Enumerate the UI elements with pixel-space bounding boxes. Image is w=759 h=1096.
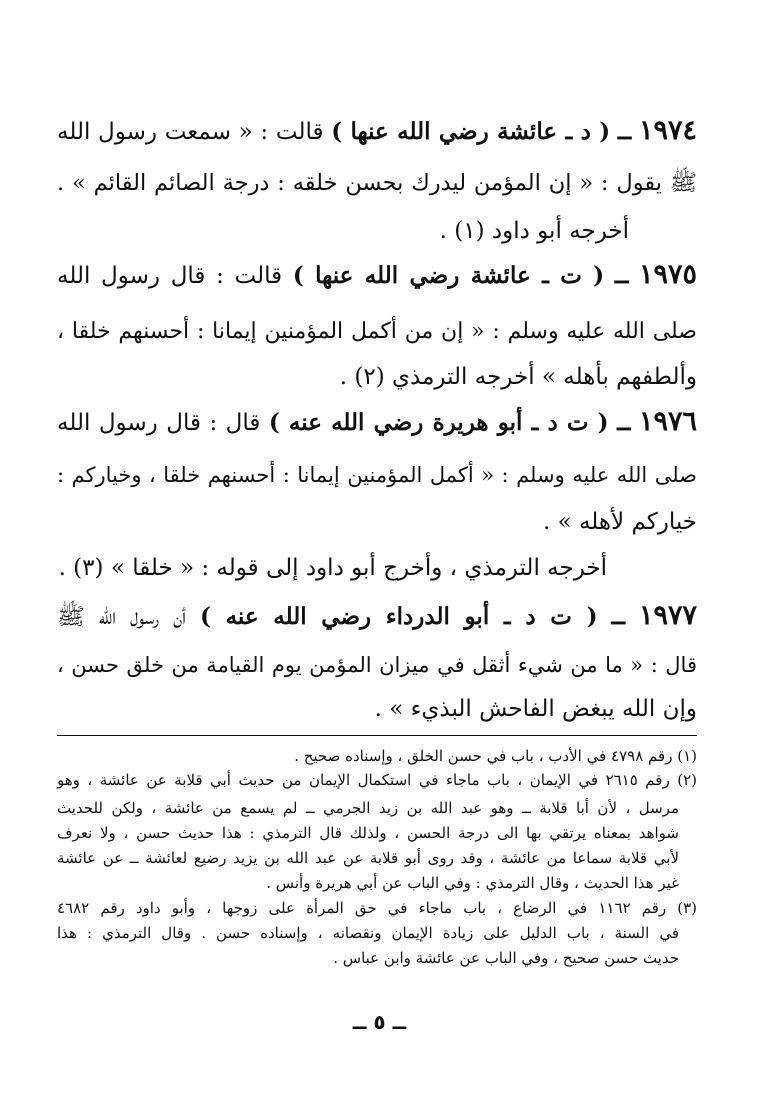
hadith-1974-line-2: ﷺ يقول : « إن المؤمن ليدرك بحسن خلقه : درجة الصائم القائم » . <box>57 170 697 196</box>
hadith-1977-line-2: قال : « ما من شيء أثقل في ميزان المؤمن يوم القيامة من خلق حسن ، <box>57 653 697 677</box>
hadith-1975-line-2: صلى الله عليه وسلم : « إن من أكمل المؤمنين إيمانا : أحسنهم خلقا ، <box>57 319 697 344</box>
hadith-1974-line-3: أخرجه أبو داود (١) . <box>439 218 629 244</box>
hadith-text: أن رسول الله ﷺ <box>57 604 186 630</box>
footnote-line: لأبي قلابة سماعا من عائشة ، وقد روى أبو قلابة عن عبد الله بن يزيد رضيع لعائشة ــ عن عائشة <box>57 849 679 867</box>
hadith-1975-line-1 <box>57 256 697 295</box>
page-number: ــ ٥ ــ <box>352 1010 407 1034</box>
hadith-dash: ــ <box>614 262 629 289</box>
footnote-line: مرسل ، لأن أبا قلابة ــ وهو عبد الله بن زيد الجرمي ــ لم يسمع من عائشة ، ولكن للحديث <box>57 799 679 817</box>
hadith-text: قالت : قال رسول الله <box>57 263 283 289</box>
footnote-line: (٢) رقم ٢٦١٥ في الإيمان ، باب ماجاء في استكمال الإيمان من حديث أبي قلابة عن عائشة ، وهو <box>57 771 697 789</box>
hadith-text: قالت : « سمعت رسول الله <box>57 119 324 145</box>
footnote-line: شواهد بمعناه يرتقي بها الى درجة الحسن ، ولذلك قال الترمذي : هذا حديث حسن ، ولا نعرف <box>57 824 679 842</box>
footnote-separator <box>57 735 697 736</box>
footnote-line: حديث حسن صحيح ، وفي الباب عن عائشة وابن عباس . <box>333 949 679 967</box>
footnote-line: غير هذا الحديث ، وقال الترمذي : وفي الباب عن أبي هريرة وأنس . <box>266 874 679 892</box>
hadith-source: ( د ـ عائشة رضي الله عنها ) <box>331 118 611 145</box>
hadith-1976-line-1 <box>57 403 697 442</box>
hadith-dash: ــ <box>617 118 632 145</box>
hadith-number: ١٩٧٦ <box>639 406 698 437</box>
hadith-number: ١٩٧٥ <box>639 259 698 290</box>
hadith-1976-line-3: خياركم لأهله » . <box>542 509 697 535</box>
hadith-1977-line-3: وإن الله يبغض الفاحش البذيء » . <box>374 696 697 722</box>
hadith-1976-line-2: صلى الله عليه وسلم : « أكمل المؤمنين إيمانا : أحسنهم خلقا ، وخياركم : <box>57 463 697 487</box>
footnote-line: (١) رقم ٤٧٩٨ في الأدب ، باب في حسن الخلق ، وإسناده صحيح . <box>294 747 697 765</box>
hadith-1974-line-1 <box>57 112 697 151</box>
hadith-number: ١٩٧٤ <box>639 115 698 146</box>
hadith-1976-line-4: أخرجه الترمذي ، وأخرج أبو داود إلى قوله : « خلقا » (٣) . <box>58 555 607 581</box>
hadith-text: قال : قال رسول الله <box>57 410 261 436</box>
hadith-1975-line-3: وألطفهم بأهله » أخرجه الترمذي (٢) . <box>339 364 697 390</box>
hadith-dash: ــ <box>611 603 626 630</box>
hadith-source: ( ت د ـ أبو هريرة رضي الله عنه ) <box>268 409 609 436</box>
hadith-1977-line-1 <box>57 597 697 636</box>
hadith-number: ١٩٧٧ <box>639 600 698 631</box>
footnote-line: في السنة ، باب الدليل على زيادة الإيمان ونقصانه ، وإسناده حسن . وقال الترمذي : هذا <box>57 924 679 942</box>
hadith-source: ( ت ـ عائشة رضي الله عنها ) <box>292 262 605 289</box>
hadith-source: ( ت د ـ أبو الدرداء رضي الله عنه ) <box>200 603 598 630</box>
footnote-line: (٣) رقم ١١٦٢ في الرضاع ، باب ماجاء في حق المرأة على زوجها ، وأبو داود رقم ٤٦٨٢ <box>57 899 697 917</box>
hadith-dash: ــ <box>617 409 631 436</box>
